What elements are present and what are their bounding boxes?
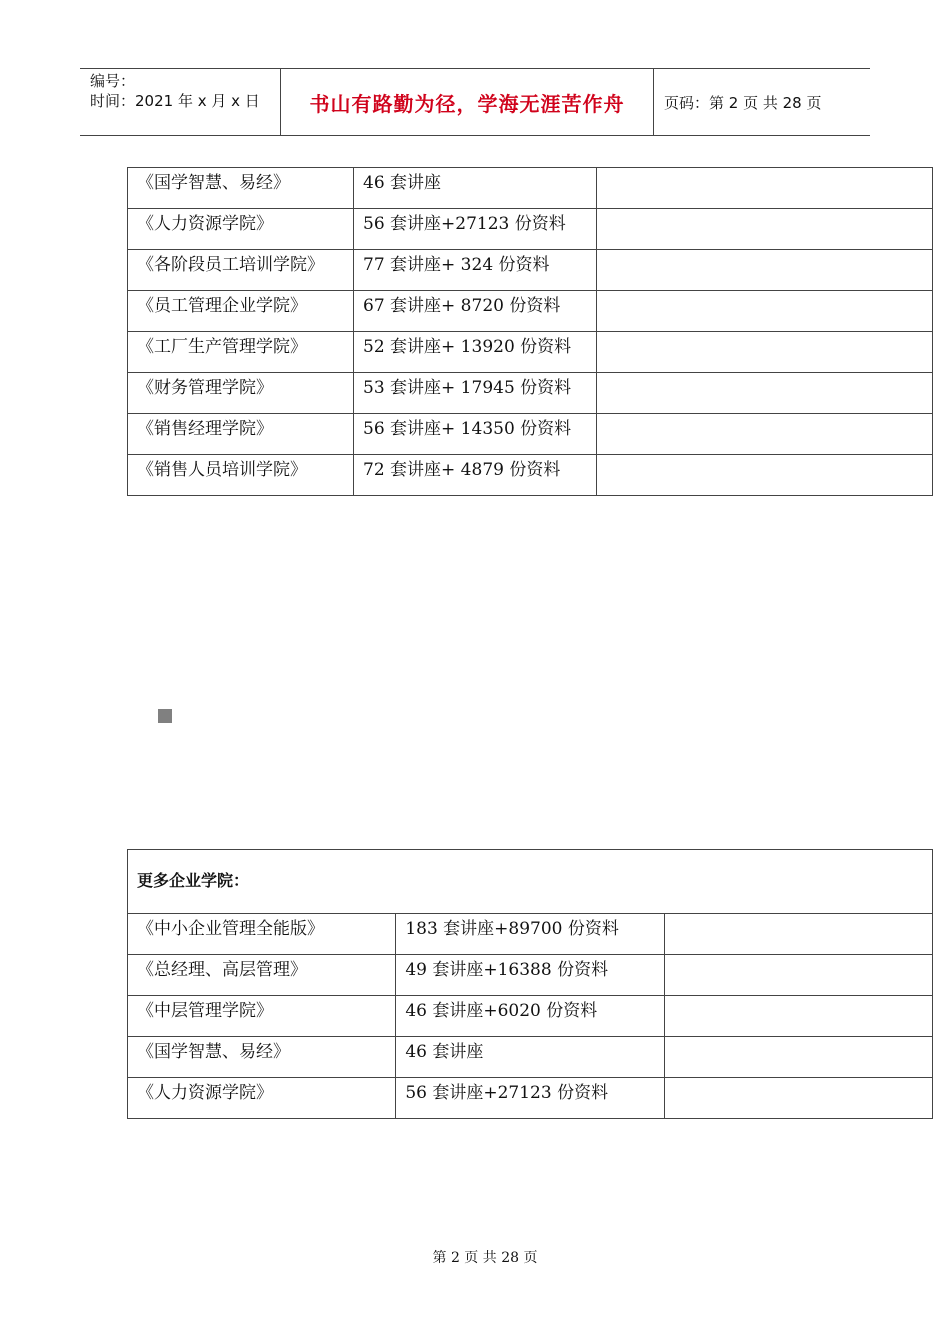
course-name: 《国学智慧、易经》 <box>137 173 290 193</box>
table-row <box>128 1078 933 1119</box>
course-content: 72 套讲座+ 4879 份资料 <box>363 460 561 480</box>
course-content: 56 套讲座+27123 份资料 <box>363 214 566 234</box>
course-content: 46 套讲座+6020 份资料 <box>405 1001 598 1021</box>
course-content: 56 套讲座+27123 份资料 <box>405 1083 609 1103</box>
course-note <box>606 407 924 409</box>
course-note <box>674 948 924 950</box>
course-content: 46 套讲座 <box>363 173 442 193</box>
time-label: 时间：2021 年 x 月 x 日 <box>90 92 260 110</box>
course-name: 《员工管理企业学院》 <box>137 296 307 316</box>
course-name: 《总经理、高层管理》 <box>137 960 307 980</box>
course-name: 《各阶段员工培训学院》 <box>137 255 324 275</box>
course-note <box>606 325 924 327</box>
course-note <box>606 366 924 368</box>
course-content: 56 套讲座+ 14350 份资料 <box>363 419 572 439</box>
course-content: 49 套讲座+16388 份资料 <box>405 960 609 980</box>
course-content: 46 套讲座 <box>405 1042 484 1062</box>
table-heading-row <box>128 850 933 914</box>
course-name: 《财务管理学院》 <box>137 378 273 398</box>
course-content: 183 套讲座+89700 份资料 <box>405 919 619 939</box>
header-meta <box>80 69 281 135</box>
course-name: 《人力资源学院》 <box>137 214 273 234</box>
course-name: 《人力资源学院》 <box>137 1083 273 1103</box>
course-note <box>606 448 924 450</box>
more-academies-heading: 更多企业学院： <box>128 850 933 914</box>
header-page-info: 页码：第 2 页 共 28 页 <box>664 93 822 112</box>
course-name: 《销售经理学院》 <box>137 419 273 439</box>
course-content-cell <box>396 1078 664 1119</box>
course-table-2 <box>127 849 933 1119</box>
course-note <box>674 1071 924 1073</box>
course-note <box>606 202 924 204</box>
course-name: 《工厂生产管理学院》 <box>137 337 307 357</box>
course-note <box>606 243 924 245</box>
course-name: 《中层管理学院》 <box>137 1001 273 1021</box>
page-header <box>80 68 870 136</box>
course-note-cell <box>664 1078 932 1119</box>
course-note <box>674 1030 924 1032</box>
code-label: 编号： <box>90 72 136 90</box>
course-content: 67 套讲座+ 8720 份资料 <box>363 296 561 316</box>
course-content: 77 套讲座+ 324 份资料 <box>363 255 550 275</box>
course-content: 52 套讲座+ 13920 份资料 <box>363 337 572 357</box>
course-note <box>606 284 924 286</box>
course-note <box>674 989 924 991</box>
course-name: 《中小企业管理全能版》 <box>137 919 324 939</box>
course-note-cell <box>597 455 933 496</box>
course-table-1 <box>127 167 933 496</box>
course-content: 53 套讲座+ 17945 份资料 <box>363 378 572 398</box>
course-note <box>606 161 924 163</box>
page-footer: 第 2 页 共 28 页 <box>432 1250 538 1266</box>
square-bullet-icon <box>158 709 172 723</box>
course-name: 《国学智慧、易经》 <box>137 1042 290 1062</box>
course-note <box>674 907 924 909</box>
course-name-cell <box>128 1078 396 1119</box>
header-motto: 书山有路勤为径，学海无涯苦作舟 <box>281 69 654 135</box>
course-content-cell <box>354 455 597 496</box>
course-name-cell <box>128 455 354 496</box>
table-row <box>128 455 933 496</box>
course-name: 《销售人员培训学院》 <box>137 460 307 480</box>
